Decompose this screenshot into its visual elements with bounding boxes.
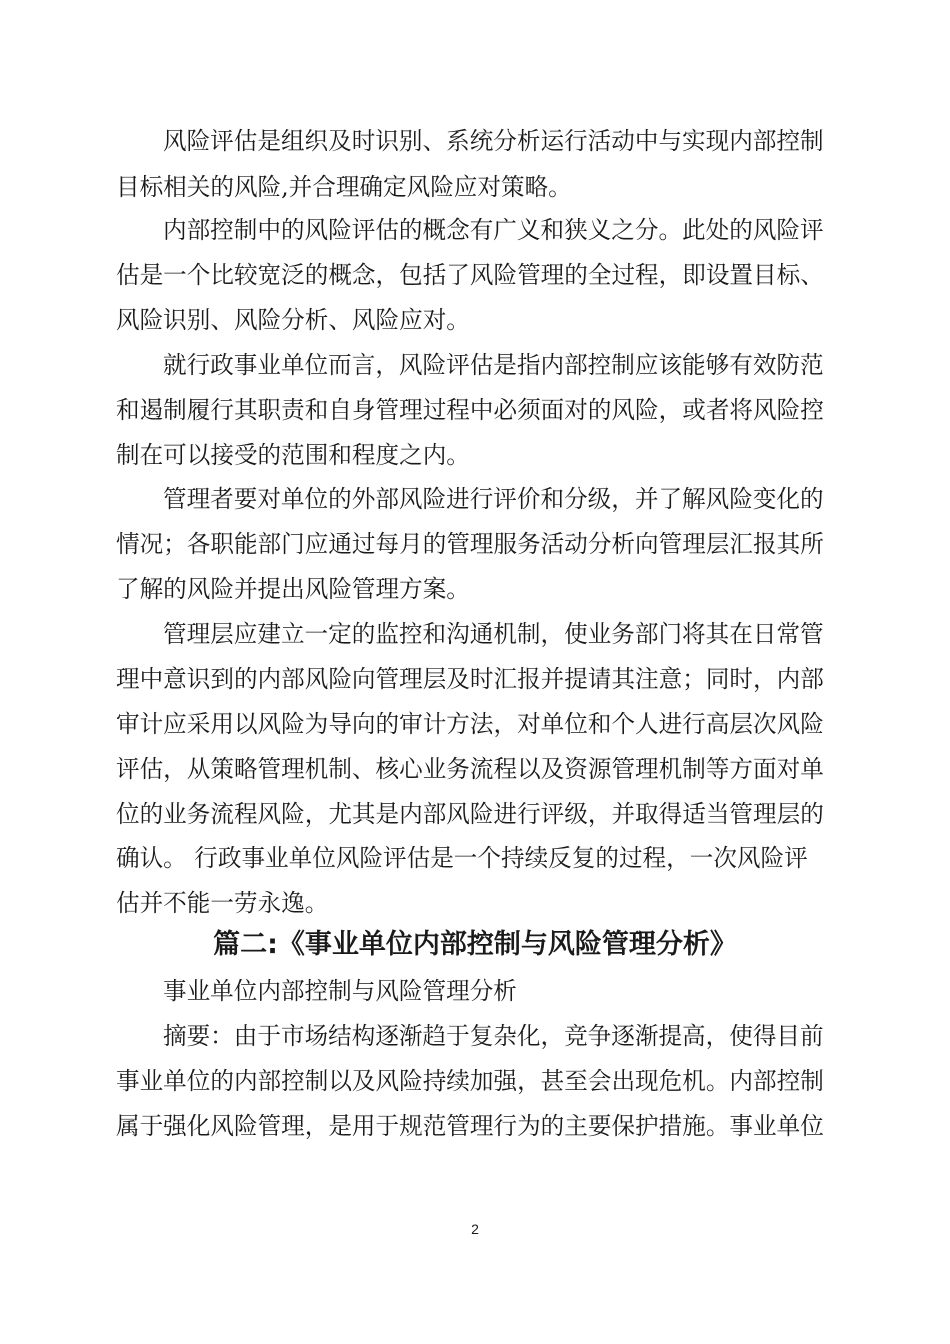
paragraph-2-line-1: 内部控制中的风险评估的概念有广义和狭义之分。此处的风险评 <box>163 216 824 244</box>
paragraph-5-line-5: 位的业务流程风险，尤其是内部风险进行评级，并取得适当管理层的 <box>116 800 824 828</box>
paragraph-2-line-2: 估是一个比较宽泛的概念，包括了风险管理的全过程，即设置目标、 <box>116 261 824 289</box>
paragraph-3-line-1: 就行政事业单位而言，风险评估是指内部控制应该能够有效防范 <box>163 351 824 379</box>
paragraph-3-line-2: 和遏制履行其职责和自身管理过程中必须面对的风险，或者将风险控 <box>116 396 824 424</box>
paragraph-3-line-3: 制在可以接受的范围和程度之内。 <box>116 441 470 469</box>
paragraph-5-line-4: 评估，从策略管理机制、核心业务流程以及资源管理机制等方面对单 <box>116 755 824 783</box>
abstract-line-3: 属于强化风险管理，是用于规范管理行为的主要保护措施。事业单位 <box>116 1112 824 1140</box>
paragraph-2-line-3: 风险识别、风险分析、风险应对。 <box>116 306 470 334</box>
paragraph-4-line-3: 了解的风险并提出风险管理方案。 <box>116 575 470 603</box>
paragraph-4-line-1: 管理者要对单位的外部风险进行评价和分级，并了解风险变化的 <box>163 485 824 513</box>
paragraph-5-line-6: 确认。 行政事业单位风险评估是一个持续反复的过程，一次风险评 <box>116 844 808 872</box>
paragraph-4-line-2: 情况；各职能部门应通过每月的管理服务活动分析向管理层汇报其所 <box>116 530 824 558</box>
paragraph-5-line-2: 理中意识到的内部风险向管理层及时汇报并提请其注意；同时，内部 <box>116 665 824 693</box>
paragraph-5-line-7: 估并不能一劳永逸。 <box>116 889 329 917</box>
abstract-line-2: 事业单位的内部控制以及风险持续加强，甚至会出现危机。内部控制 <box>116 1067 824 1095</box>
paragraph-5-line-3: 审计应采用以风险为导向的审计方法，对单位和个人进行高层次风险 <box>116 710 824 738</box>
paragraph-5-line-1: 管理层应建立一定的监控和沟通机制，使业务部门将其在日常管 <box>163 620 824 648</box>
page-number: 2 <box>471 1221 479 1237</box>
abstract-line-1: 摘要：由于市场结构逐渐趋于复杂化，竞争逐渐提高，使得目前 <box>163 1022 824 1050</box>
section-heading: 篇二:《事业单位内部控制与风险管理分析》 <box>213 929 737 960</box>
section-subtitle: 事业单位内部控制与风险管理分析 <box>163 977 517 1005</box>
paragraph-1-line-2: 目标相关的风险,并合理确定风险应对策略。 <box>116 173 572 201</box>
paragraph-1-line-1: 风险评估是组织及时识别、系统分析运行活动中与实现内部控制 <box>163 127 824 155</box>
